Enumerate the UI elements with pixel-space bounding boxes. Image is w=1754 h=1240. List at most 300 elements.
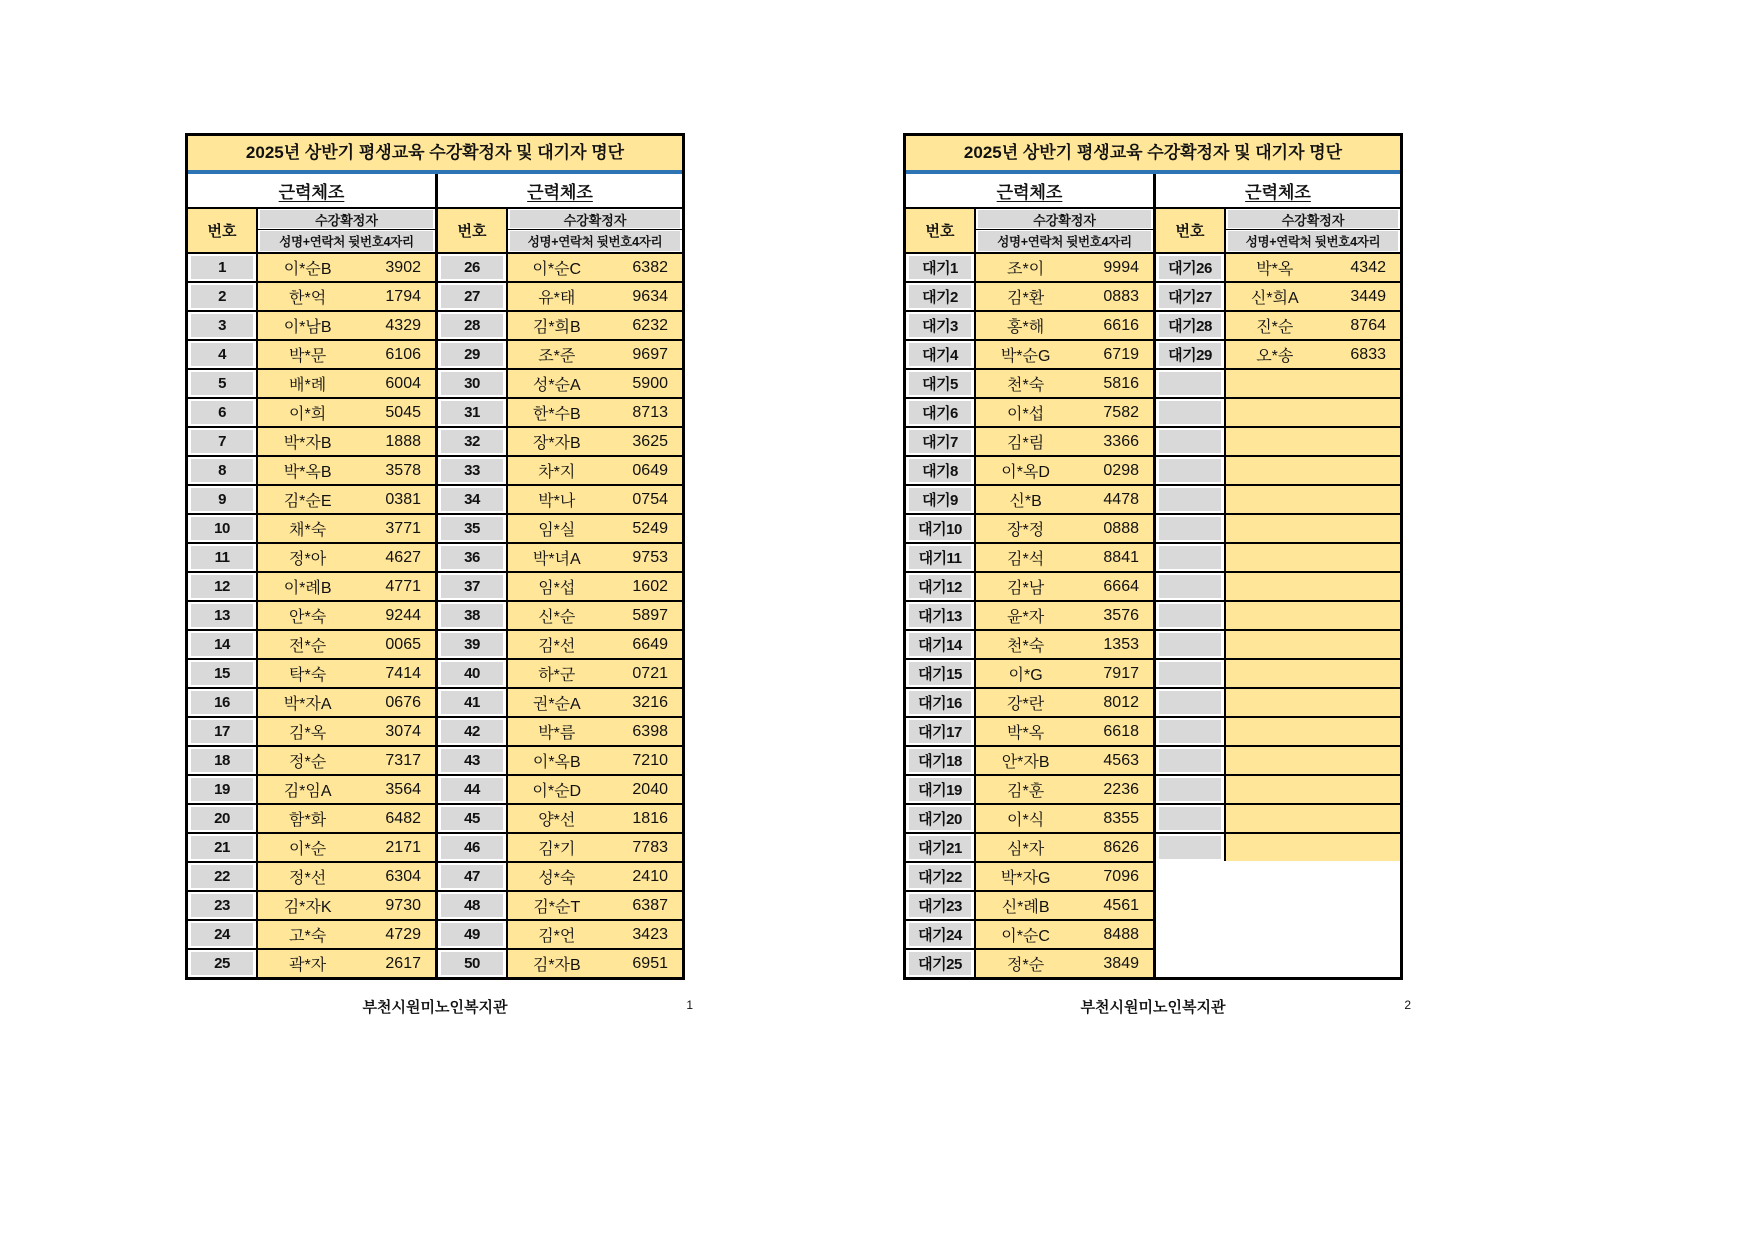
row-number	[1159, 372, 1221, 395]
row-number-cell	[906, 805, 976, 832]
attendee-name: 박*나	[538, 493, 576, 510]
row-number-cell	[438, 486, 508, 513]
table-row	[438, 602, 682, 631]
row-name-cell	[508, 370, 682, 397]
attendee-name: 조*준	[538, 348, 576, 365]
table-row	[188, 950, 435, 977]
row-number: 26	[441, 256, 503, 279]
table-row	[906, 544, 1153, 573]
phone-last4: 3578	[385, 461, 421, 479]
row-number-cell	[1156, 341, 1226, 368]
row-number: 11	[191, 546, 253, 569]
row-name-cell	[976, 602, 1153, 629]
row-number: 대기28	[1159, 314, 1221, 337]
row-number: 39	[441, 633, 503, 656]
row-name-cell	[258, 863, 435, 890]
phone-last4: 6398	[632, 722, 668, 740]
row-number-cell	[188, 776, 258, 803]
table-row	[906, 312, 1153, 341]
row-number-cell	[438, 921, 508, 948]
roster-table-page-1	[185, 133, 685, 980]
row-number-cell	[438, 747, 508, 774]
phone-last4: 4729	[385, 925, 421, 943]
table-row	[438, 312, 682, 341]
row-number-cell	[906, 457, 976, 484]
phone-last4: 1353	[1103, 635, 1139, 653]
attendee-name: 고*숙	[289, 928, 327, 945]
page-footer	[903, 995, 1411, 1017]
row-number	[1159, 430, 1221, 453]
row-number-cell	[188, 602, 258, 629]
attendee-name: 이*식	[1007, 812, 1045, 829]
row-number: 9	[191, 488, 253, 511]
page-number: 1	[686, 998, 693, 1012]
table-row	[438, 631, 682, 660]
column-header-confirmed: 수강확정자	[508, 209, 682, 230]
row-name-cell	[258, 718, 435, 745]
column-header	[1156, 209, 1400, 254]
attendee-name: 양*선	[538, 812, 576, 829]
table-row	[1156, 486, 1400, 515]
phone-last4: 9244	[385, 606, 421, 624]
row-name-cell	[1226, 457, 1400, 484]
table-row	[438, 457, 682, 486]
row-name-cell	[1226, 486, 1400, 513]
row-number: 44	[441, 778, 503, 801]
row-name-cell	[508, 834, 682, 861]
table-row	[188, 921, 435, 950]
table-group-1	[906, 209, 1153, 977]
row-name-cell	[508, 805, 682, 832]
attendee-name: 채*숙	[289, 522, 327, 539]
attendee-name: 장*정	[1007, 522, 1045, 539]
phone-last4: 6004	[385, 374, 421, 392]
row-number: 대기3	[909, 314, 971, 337]
attendee-name: 김*석	[1007, 551, 1045, 568]
row-name-cell	[976, 399, 1153, 426]
row-number: 25	[191, 952, 253, 975]
row-number-cell	[438, 370, 508, 397]
attendee-name: 김*림	[1007, 435, 1045, 452]
attendee-name: 안*자B	[1001, 754, 1050, 771]
row-name-cell	[258, 370, 435, 397]
row-name-cell	[508, 602, 682, 629]
row-number-cell	[188, 921, 258, 948]
row-number-cell	[1156, 254, 1226, 281]
row-number-cell	[438, 602, 508, 629]
attendee-name: 심*자	[1007, 841, 1045, 858]
attendee-name: 김*언	[538, 928, 576, 945]
table-group-2	[435, 209, 682, 977]
row-number: 34	[441, 488, 503, 511]
row-number-cell	[188, 515, 258, 542]
row-name-cell	[1226, 312, 1400, 339]
row-name-cell	[508, 747, 682, 774]
row-number-cell	[1156, 631, 1226, 658]
phone-last4: 6951	[632, 954, 668, 972]
row-number: 대기26	[1159, 256, 1221, 279]
row-number: 36	[441, 546, 503, 569]
attendee-name: 이*옥D	[1001, 464, 1050, 481]
row-number-cell	[438, 631, 508, 658]
column-header-confirmed: 수강확정자	[1226, 209, 1400, 230]
phone-last4: 9753	[632, 548, 668, 566]
table-row	[906, 892, 1153, 921]
attendee-name: 이*순	[289, 841, 327, 858]
table-row	[188, 573, 435, 602]
table-row	[906, 370, 1153, 399]
row-number-cell	[906, 718, 976, 745]
table-row	[1156, 602, 1400, 631]
table-row	[906, 602, 1153, 631]
table-row	[1156, 747, 1400, 776]
attendee-name: 이*G	[1008, 667, 1043, 684]
phone-last4: 4563	[1103, 751, 1139, 769]
organization-name: 부천시원미노인복지관	[362, 998, 508, 1016]
row-number: 대기24	[909, 923, 971, 946]
phone-last4: 0883	[1103, 287, 1139, 305]
row-number: 대기6	[909, 401, 971, 424]
row-name-cell	[508, 863, 682, 890]
attendee-name: 신*례B	[1001, 899, 1050, 916]
row-number-cell	[906, 341, 976, 368]
table-row	[906, 921, 1153, 950]
row-name-cell	[258, 805, 435, 832]
row-number: 대기5	[909, 372, 971, 395]
row-number: 43	[441, 749, 503, 772]
row-number: 13	[191, 604, 253, 627]
row-number: 2	[191, 285, 253, 308]
row-number: 8	[191, 459, 253, 482]
attendee-name: 성*순A	[532, 377, 581, 394]
row-name-cell	[508, 486, 682, 513]
row-number: 대기22	[909, 865, 971, 888]
row-number-cell	[188, 312, 258, 339]
phone-last4: 4771	[385, 577, 421, 595]
phone-last4: 1816	[632, 809, 668, 827]
row-number-cell	[1156, 312, 1226, 339]
row-name-cell	[508, 283, 682, 310]
row-name-cell	[508, 776, 682, 803]
table-row	[438, 399, 682, 428]
phone-last4: 3074	[385, 722, 421, 740]
table-row	[188, 747, 435, 776]
attendee-name: 김*선	[538, 638, 576, 655]
table-row	[906, 283, 1153, 312]
phone-last4: 0676	[385, 693, 421, 711]
attendee-name: 박*옥	[1256, 261, 1294, 278]
row-number-cell	[188, 805, 258, 832]
row-name-cell	[508, 573, 682, 600]
row-number-cell	[188, 747, 258, 774]
row-name-cell	[258, 660, 435, 687]
page-number: 2	[1404, 998, 1411, 1012]
row-name-cell	[258, 689, 435, 716]
row-number-cell	[438, 544, 508, 571]
phone-last4: 6833	[1350, 345, 1386, 363]
attendee-name: 박*자A	[283, 696, 332, 713]
phone-last4: 8841	[1103, 548, 1139, 566]
row-number	[1159, 401, 1221, 424]
attendee-name: 성*숙	[538, 870, 576, 887]
table-row	[188, 428, 435, 457]
table-row	[906, 457, 1153, 486]
row-number-cell	[1156, 515, 1226, 542]
row-number: 30	[441, 372, 503, 395]
phone-last4: 5045	[385, 403, 421, 421]
phone-last4: 7582	[1103, 403, 1139, 421]
attendee-name: 안*숙	[289, 609, 327, 626]
row-number-cell	[906, 631, 976, 658]
row-name-cell	[508, 689, 682, 716]
row-number-cell	[438, 428, 508, 455]
row-number-cell	[188, 283, 258, 310]
phone-last4: 9730	[385, 896, 421, 914]
phone-last4: 2171	[385, 838, 421, 856]
attendee-name: 이*순C	[532, 261, 582, 278]
table-row	[438, 834, 682, 863]
row-number-cell	[906, 312, 976, 339]
row-number-cell	[906, 834, 976, 861]
row-number-cell	[188, 689, 258, 716]
row-number-cell	[438, 892, 508, 919]
phone-last4: 0888	[1103, 519, 1139, 537]
row-number: 21	[191, 836, 253, 859]
row-name-cell	[976, 428, 1153, 455]
attendee-name: 박*름	[538, 725, 576, 742]
table-row	[906, 660, 1153, 689]
phone-last4: 1602	[632, 577, 668, 595]
row-name-cell	[258, 428, 435, 455]
attendee-name: 천*숙	[1007, 638, 1045, 655]
column-header-no: 번호	[1156, 209, 1226, 252]
row-number-cell	[1156, 660, 1226, 687]
phone-last4: 3216	[632, 693, 668, 711]
attendee-name: 이*남B	[283, 319, 332, 336]
row-name-cell	[258, 573, 435, 600]
row-number-cell	[438, 950, 508, 977]
phone-last4: 2236	[1103, 780, 1139, 798]
table-row	[906, 573, 1153, 602]
row-name-cell	[258, 776, 435, 803]
column-header-name-phone: 성명+연락처 뒷번호4자리	[258, 230, 435, 252]
row-number: 29	[441, 343, 503, 366]
row-number: 대기10	[909, 517, 971, 540]
row-name-cell	[976, 747, 1153, 774]
row-number-cell	[188, 863, 258, 890]
table-row	[188, 776, 435, 805]
row-number	[1159, 720, 1221, 743]
row-number	[1159, 604, 1221, 627]
table-row	[906, 341, 1153, 370]
column-header-no: 번호	[906, 209, 976, 252]
section-header: 근력체조	[188, 174, 435, 207]
attendee-name: 천*숙	[1007, 377, 1045, 394]
attendee-name: 박*옥	[1007, 725, 1045, 742]
row-name-cell	[258, 631, 435, 658]
row-number: 대기13	[909, 604, 971, 627]
phone-last4: 5897	[632, 606, 668, 624]
table-row	[906, 747, 1153, 776]
attendee-name: 전*순	[289, 638, 327, 655]
row-name-cell	[976, 776, 1153, 803]
row-number: 7	[191, 430, 253, 453]
attendee-name: 곽*자	[289, 957, 327, 974]
row-name-cell	[258, 602, 435, 629]
table-row	[906, 254, 1153, 283]
table-row	[906, 863, 1153, 892]
table-row	[906, 428, 1153, 457]
row-name-cell	[976, 834, 1153, 861]
row-number-cell	[1156, 834, 1226, 861]
table-row	[438, 573, 682, 602]
table-row	[188, 631, 435, 660]
attendee-name: 김*임A	[283, 783, 332, 800]
phone-last4: 8488	[1103, 925, 1139, 943]
phone-last4: 3771	[385, 519, 421, 537]
row-number: 12	[191, 575, 253, 598]
row-number	[1159, 546, 1221, 569]
row-number-cell	[906, 573, 976, 600]
row-number-cell	[1156, 805, 1226, 832]
phone-last4: 7210	[632, 751, 668, 769]
row-number: 14	[191, 633, 253, 656]
column-header-name-phone: 성명+연락처 뒷번호4자리	[1226, 230, 1400, 252]
table-row	[1156, 399, 1400, 428]
row-number: 23	[191, 894, 253, 917]
row-name-cell	[508, 718, 682, 745]
row-name-cell	[258, 457, 435, 484]
phone-last4: 9994	[1103, 258, 1139, 276]
attendee-name: 이*희	[289, 406, 327, 423]
row-name-cell	[258, 312, 435, 339]
row-name-cell	[258, 515, 435, 542]
column-header-confirmed: 수강확정자	[258, 209, 435, 230]
row-number: 6	[191, 401, 253, 424]
row-number: 대기20	[909, 807, 971, 830]
attendee-name: 정*순	[289, 754, 327, 771]
attendee-name: 권*순A	[532, 696, 581, 713]
row-number: 37	[441, 575, 503, 598]
row-number-cell	[906, 254, 976, 281]
table-row	[1156, 341, 1400, 370]
row-name-cell	[258, 544, 435, 571]
attendee-name: 배*례	[289, 377, 327, 394]
row-number: 46	[441, 836, 503, 859]
row-name-cell	[1226, 254, 1400, 281]
table-row	[906, 689, 1153, 718]
phone-last4: 6616	[1103, 316, 1139, 334]
row-number: 22	[191, 865, 253, 888]
row-name-cell	[258, 399, 435, 426]
row-number-cell	[188, 370, 258, 397]
row-number: 대기7	[909, 430, 971, 453]
row-name-cell	[508, 341, 682, 368]
row-name-cell	[508, 399, 682, 426]
row-number: 35	[441, 517, 503, 540]
attendee-name: 임*섭	[538, 580, 576, 597]
attendee-name: 조*이	[1007, 261, 1045, 278]
row-number: 대기2	[909, 285, 971, 308]
attendee-name: 박*문	[289, 348, 327, 365]
attendee-name: 신*B	[1009, 493, 1042, 510]
row-number-cell	[906, 544, 976, 571]
row-name-cell	[976, 515, 1153, 542]
table-row	[188, 254, 435, 283]
attendee-name: 박*자B	[283, 435, 332, 452]
row-number: 33	[441, 459, 503, 482]
table-row	[438, 892, 682, 921]
row-name-cell	[976, 921, 1153, 948]
table-row	[188, 457, 435, 486]
section-header-row	[188, 174, 682, 209]
row-number-cell	[906, 486, 976, 513]
row-name-cell	[976, 718, 1153, 745]
attendee-name: 김*희B	[532, 319, 581, 336]
attendee-name: 김*훈	[1007, 783, 1045, 800]
attendee-name: 박*옥B	[283, 464, 332, 481]
phone-last4: 5816	[1103, 374, 1139, 392]
row-number-cell	[188, 457, 258, 484]
row-number: 18	[191, 749, 253, 772]
table-row	[188, 312, 435, 341]
attendee-name: 오*송	[1256, 348, 1294, 365]
attendee-name: 정*선	[289, 870, 327, 887]
row-number-cell	[906, 602, 976, 629]
row-number-cell	[1156, 573, 1226, 600]
row-name-cell	[976, 660, 1153, 687]
table-row	[188, 515, 435, 544]
row-name-cell	[976, 689, 1153, 716]
organization-name: 부천시원미노인복지관	[1080, 998, 1226, 1016]
phone-last4: 8626	[1103, 838, 1139, 856]
attendee-name: 정*순	[1007, 957, 1045, 974]
row-number: 대기8	[909, 459, 971, 482]
phone-last4: 7317	[385, 751, 421, 769]
row-name-cell	[258, 283, 435, 310]
phone-last4: 0381	[385, 490, 421, 508]
row-number-cell	[438, 254, 508, 281]
row-name-cell	[976, 254, 1153, 281]
row-number	[1159, 778, 1221, 801]
row-name-cell	[508, 312, 682, 339]
phone-last4: 3849	[1103, 954, 1139, 972]
attendee-name: 김*남	[1007, 580, 1045, 597]
table-row	[906, 718, 1153, 747]
row-name-cell	[258, 486, 435, 513]
phone-last4: 3576	[1103, 606, 1139, 624]
table-row	[438, 863, 682, 892]
row-number: 대기16	[909, 691, 971, 714]
phone-last4: 6719	[1103, 345, 1139, 363]
row-number-cell	[438, 341, 508, 368]
attendee-name: 김*기	[538, 841, 576, 858]
table-row	[1156, 718, 1400, 747]
table-row	[906, 776, 1153, 805]
table-row	[1156, 515, 1400, 544]
row-number-cell	[906, 660, 976, 687]
phone-last4: 4478	[1103, 490, 1139, 508]
row-name-cell	[508, 515, 682, 542]
phone-last4: 4627	[385, 548, 421, 566]
attendee-name: 유*태	[538, 290, 576, 307]
row-number: 대기29	[1159, 343, 1221, 366]
row-number-cell	[438, 805, 508, 832]
row-number: 4	[191, 343, 253, 366]
attendee-name: 신*순	[538, 609, 576, 626]
phone-last4: 3366	[1103, 432, 1139, 450]
attendee-name: 박*녀A	[532, 551, 581, 568]
